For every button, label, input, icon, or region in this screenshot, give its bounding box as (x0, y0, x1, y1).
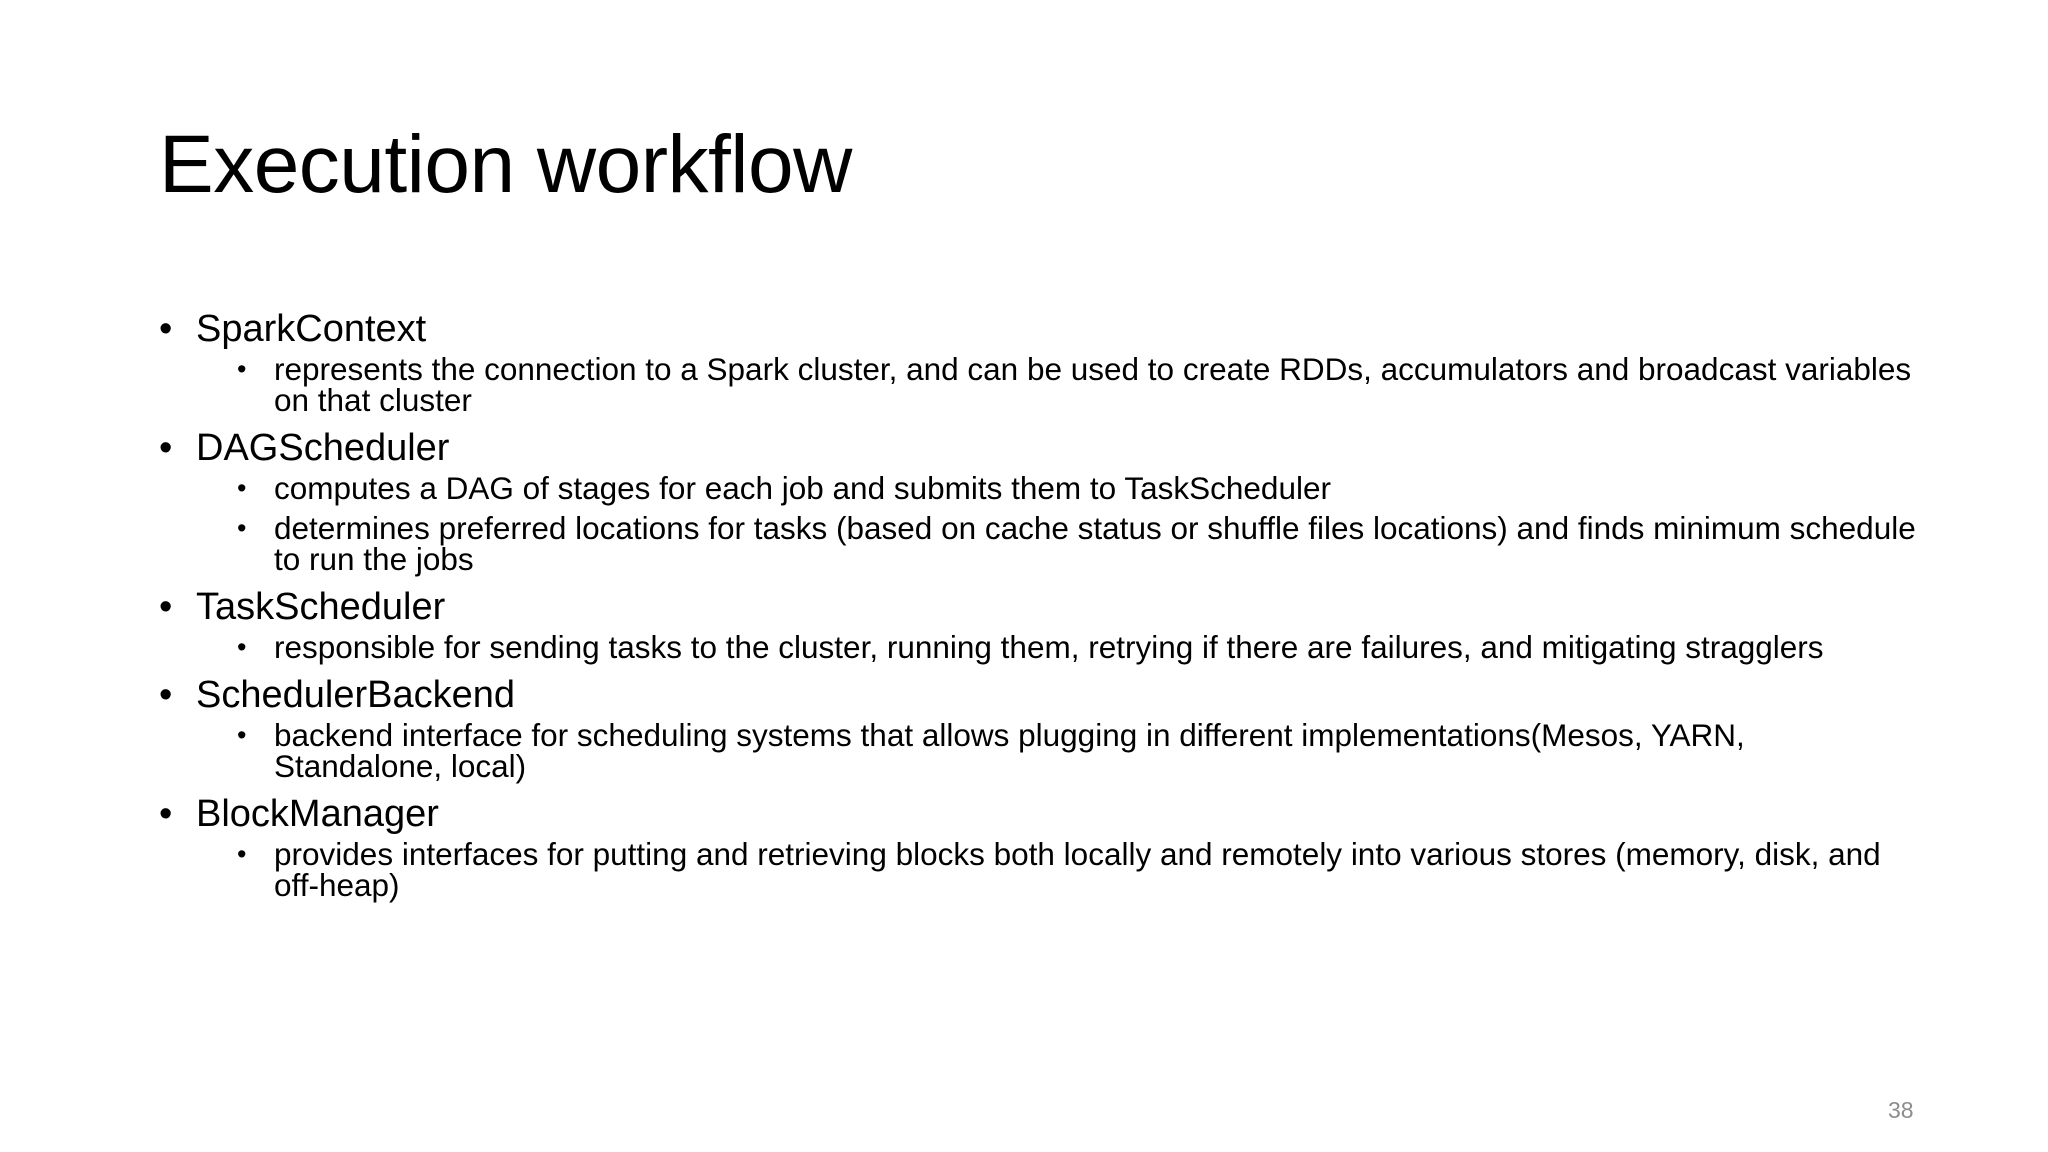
topic-taskscheduler (159, 584, 1919, 663)
sub-bullet (237, 470, 1919, 506)
bullet-icon: • (237, 473, 247, 503)
sub-list (159, 629, 1919, 665)
topic-dagscheduler (159, 425, 1919, 575)
sub-bullet-text: represents the connection to a Spark cluster, and can be used to create RDDs, accumulators and broadcast variables on that cluster (274, 351, 1912, 418)
topic-heading (159, 791, 1919, 837)
sub-list (159, 717, 1919, 784)
sub-bullet (237, 351, 1919, 418)
topic-heading (159, 306, 1919, 352)
topic-label: SchedulerBackend (196, 674, 515, 716)
sub-bullet-text: determines preferred locations for tasks (based on cache status or shuffle files locations) and finds minimum schedule to run the jobs (274, 510, 1916, 577)
sub-bullet-text: computes a DAG of stages for each job and submits them to TaskScheduler (274, 470, 1331, 506)
topic-blockmanager (159, 791, 1919, 901)
sub-list (159, 470, 1919, 577)
bullet-icon: • (159, 793, 173, 835)
bullet-icon: • (159, 308, 173, 350)
bullet-icon: • (237, 513, 247, 543)
sub-bullet-text: backend interface for scheduling systems that allows plugging in different implementations(Mesos, YARN, Standalone, local) (274, 717, 1745, 784)
topic-heading (159, 425, 1919, 471)
topic-heading (159, 584, 1919, 630)
bullet-icon: • (237, 839, 247, 869)
sub-bullet-text: provides interfaces for putting and retrieving blocks both locally and remotely into various stores (memory, disk, and off-heap) (274, 836, 1881, 903)
sub-bullet (237, 510, 1919, 577)
bullet-icon: • (237, 720, 247, 750)
topic-label: DAGScheduler (196, 427, 450, 469)
bullet-icon: • (159, 586, 173, 628)
sub-bullet-text: responsible for sending tasks to the cluster, running them, retrying if there are failures, and mitigating stragglers (274, 629, 1824, 665)
topic-schedulerbackend (159, 672, 1919, 782)
sub-bullet (237, 717, 1919, 784)
page-number: 38 (1888, 1097, 1914, 1123)
topic-label: TaskScheduler (196, 586, 446, 628)
slide-title: Execution workflow (159, 119, 852, 210)
bullet-icon: • (237, 354, 247, 384)
sub-bullet (237, 836, 1919, 903)
sub-bullet (237, 629, 1919, 665)
bullet-list (159, 306, 1919, 910)
bullet-icon: • (159, 674, 173, 716)
topic-sparkcontext (159, 306, 1919, 416)
topic-heading (159, 672, 1919, 718)
sub-list (159, 836, 1919, 903)
topic-label: SparkContext (196, 308, 427, 350)
bullet-icon: • (237, 632, 247, 662)
bullet-icon: • (159, 427, 173, 469)
sub-list (159, 351, 1919, 418)
topic-label: BlockManager (196, 793, 439, 835)
